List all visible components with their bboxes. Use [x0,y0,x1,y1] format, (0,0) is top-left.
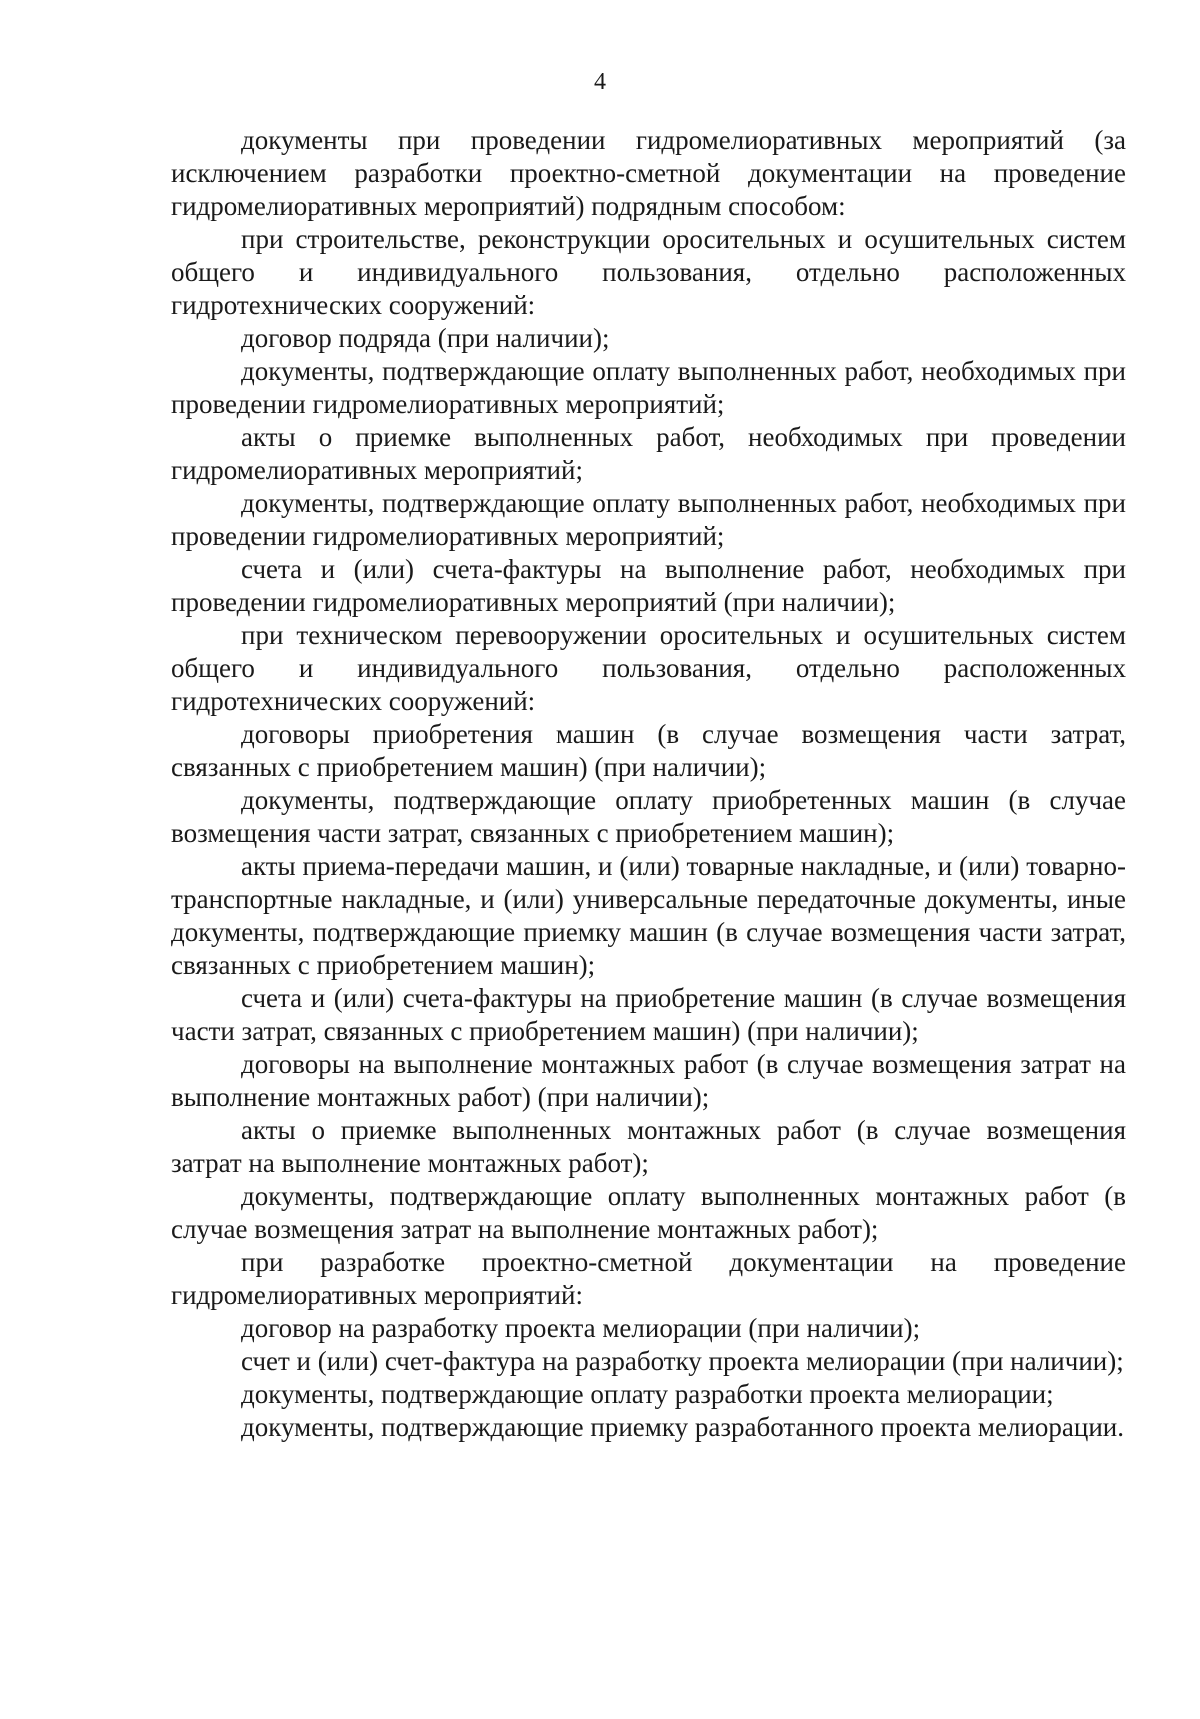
paragraph: счета и (или) счета-фактуры на выполнение работ, необходимых при проведении гидромелиоративных мероприятий (при наличии); [171,554,1126,617]
paragraph: при разработке проектно-сметной документации на проведение гидромелиоративных мероприятий: [171,1247,1126,1310]
paragraph: при строительстве, реконструкции оросительных и осушительных систем общего и индивидуального пользования, отдельно расположенных гидротехнических сооружений: [171,224,1126,320]
paragraph: документы, подтверждающие оплату выполненных работ, необходимых при проведении гидромелиоративных мероприятий; [171,488,1126,551]
paragraph: счета и (или) счета-фактуры на приобретение машин (в случае возмещения части затрат, связанных с приобретением машин) (при наличии); [171,983,1126,1046]
paragraph: акты о приемке выполненных работ, необходимых при проведении гидромелиоративных мероприятий; [171,422,1126,485]
paragraph: договор на разработку проекта мелиорации (при наличии); [241,1313,921,1343]
page-number: 4 [594,69,606,95]
paragraph: документы при проведении гидромелиоративных мероприятий (за исключением разработки проектно-сметной документации на проведение гидромелиоративных мероприятий) подрядным способом: [171,125,1126,221]
paragraph: документы, подтверждающие приемку разработанного проекта мелиорации. [241,1412,1124,1442]
paragraph: документы, подтверждающие оплату выполненных монтажных работ (в случае возмещения затрат на выполнение монтажных работ); [171,1181,1126,1244]
paragraph: акты приема-передачи машин, и (или) товарные накладные, и (или) товарно-транспортные накладные, и (или) универсальные передаточные документы, иные документы, подтверждающие приемку машин (в случае возмещения части затрат, связанных с приобретением машин); [171,851,1126,980]
document-body [171,124,1126,1444]
paragraph: документы, подтверждающие оплату разработки проекта мелиорации; [241,1379,1054,1409]
paragraph: акты о приемке выполненных монтажных работ (в случае возмещения затрат на выполнение монтажных работ); [171,1115,1126,1178]
paragraph: при техническом перевооружении оросительных и осушительных систем общего и индивидуального пользования, отдельно расположенных гидротехнических сооружений: [171,620,1126,716]
paragraph: договор подряда (при наличии); [241,323,610,353]
paragraph: документы, подтверждающие оплату приобретенных машин (в случае возмещения части затрат, связанных с приобретением машин); [171,785,1126,848]
paragraph: документы, подтверждающие оплату выполненных работ, необходимых при проведении гидромелиоративных мероприятий; [171,356,1126,419]
paragraph: договоры приобретения машин (в случае возмещения части затрат, связанных с приобретением машин) (при наличии); [171,719,1126,782]
paragraph: договоры на выполнение монтажных работ (в случае возмещения затрат на выполнение монтажных работ) (при наличии); [171,1049,1126,1112]
paragraph: счет и (или) счет-фактура на разработку проекта мелиорации (при наличии); [241,1346,1124,1376]
